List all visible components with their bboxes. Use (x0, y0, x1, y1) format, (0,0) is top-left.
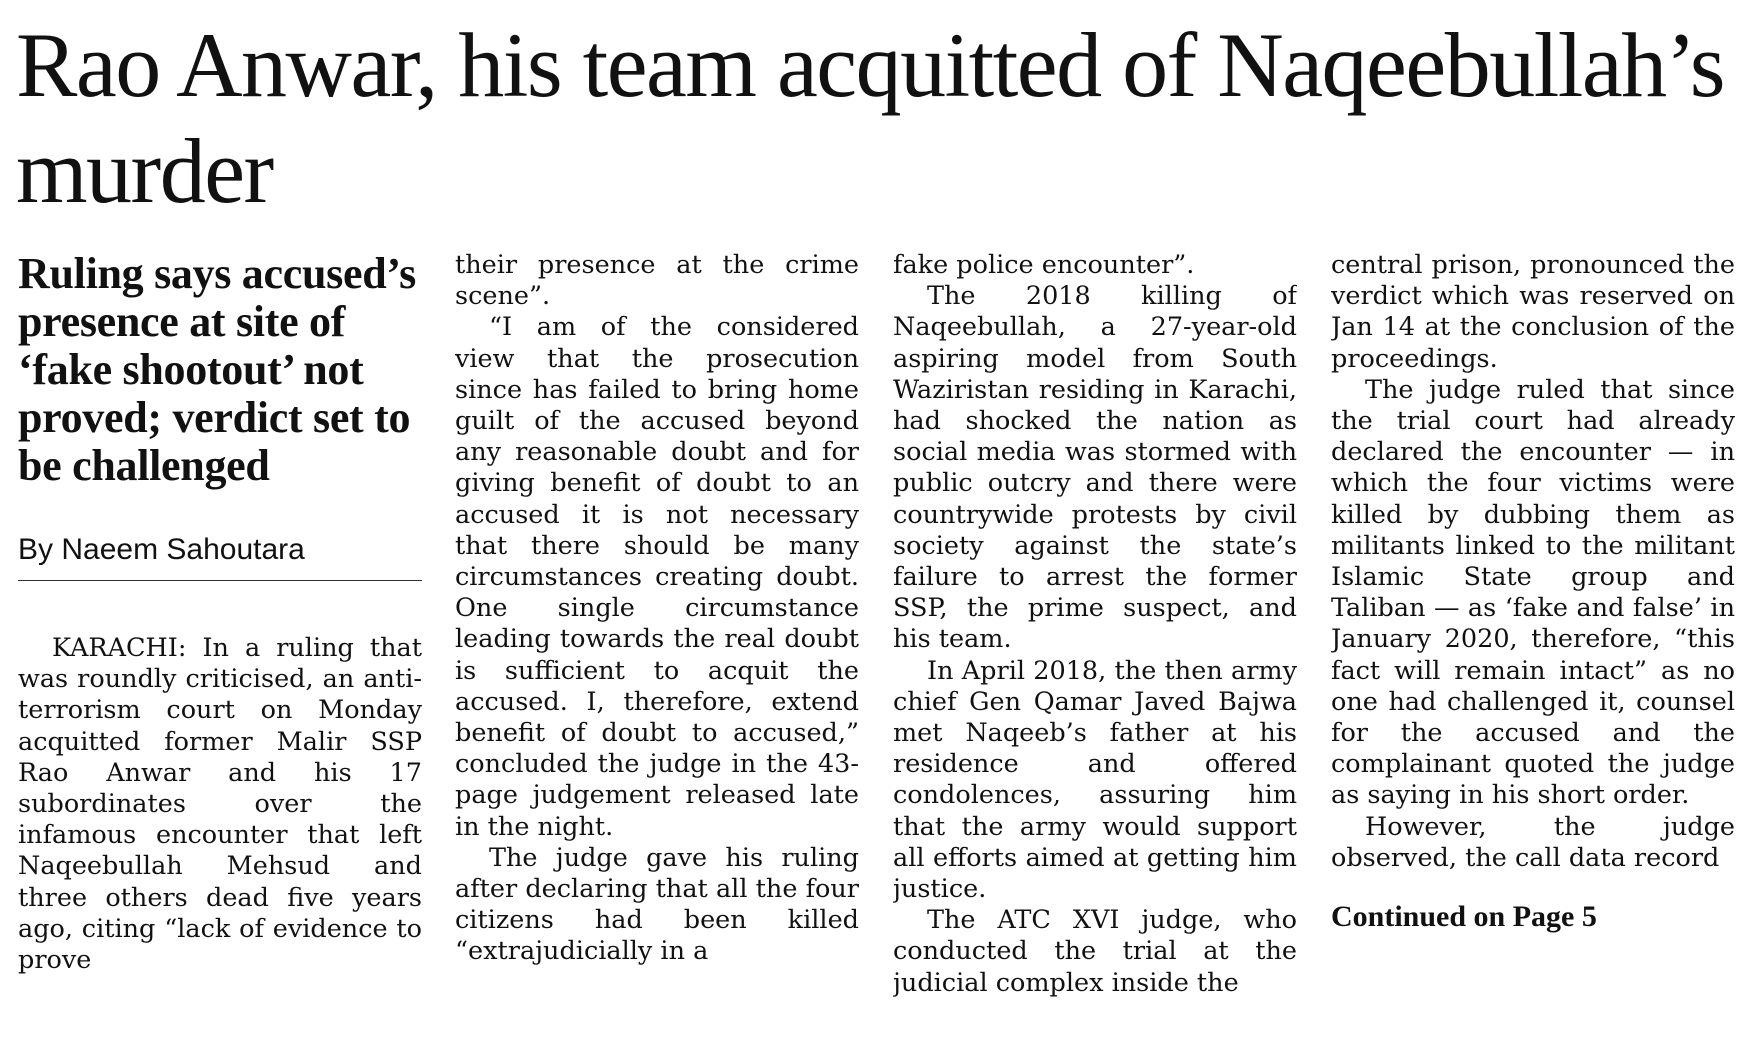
continued-on-page-link: Continued on Page 5 (1331, 900, 1597, 934)
paragraph: In April 2018, the then army chief Gen Qamar Javed Bajwa met Naqeeb’s father at his residence and offered condolences, assuring him that the army would support all efforts aimed at getting him justice. (893, 655, 1297, 905)
paragraph: The 2018 killing of Naqeebullah, a 27-year-old aspiring model from South Waziristan residing in Karachi, had shocked the nation as social media was stormed with public outcry and there were countrywide protests by civil society against the state’s failure to arrest the former SSP, the prime suspect, and his team. (893, 281, 1297, 655)
paragraph: “I am of the considered view that the prosecution since has failed to bring home guilt of the accused beyond any reasonable doubt and for giving benefit of doubt to an accused it is not necessary that there should be many circumstances creating doubt. One single circumstance leading towards the real doubt is sufficient to acquit the accused. I, therefore, extend benefit of doubt to accused,” concluded the judge in the 43-page judgement released late in the night. (455, 312, 859, 842)
subheadline: Ruling says accused’s presence at site of ‘fake shootout’ not proved; verdict set to be challenged (18, 250, 416, 490)
headline: Rao Anwar, his team acquitted of Naqeebullah’s murder (16, 14, 1725, 222)
byline: By Naeem Sahoutara (18, 532, 422, 581)
paragraph: However, the judge observed, the call data record (1331, 811, 1735, 873)
paragraph: The judge ruled that since the trial court had already declared the encounter — in which the four victims were killed by dubbing them as militants linked to the militant Islamic State group and Taliban — as ‘fake and false’ in January 2020, therefore, “this fact will remain intact” as no one had challenged it, counsel for the accused and the complainant quoted the judge as saying in his short order. (1331, 374, 1735, 811)
paragraph-text: In a ruling that was roundly criticised, an anti-terrorism court on Monday acquitted former Malir SSP Rao Anwar and his 17 subordinates over the infamous encounter that left Naqeebullah Mehsud and three others dead five years ago, citing “lack of evidence to prove (18, 633, 422, 976)
dateline: KARACHI: (52, 633, 187, 663)
article-column-2 (455, 250, 859, 1040)
article-column-3 (893, 250, 1297, 1040)
paragraph: their presence at the crime scene”. (455, 250, 859, 312)
paragraph: The ATC XVI judge, who conducted the trial at the judicial complex inside the (893, 905, 1297, 998)
paragraph (18, 633, 422, 976)
article-column-4 (1331, 250, 1735, 1040)
article-column-1 (18, 250, 422, 1040)
paragraph: central prison, pronounced the verdict which was reserved on Jan 14 at the conclusion of the proceedings. (1331, 250, 1735, 374)
paragraph: fake police encounter”. (893, 250, 1195, 280)
paragraph: The judge gave his ruling after declaring that all the four citizens had been killed “extrajudicially in a (455, 842, 859, 967)
